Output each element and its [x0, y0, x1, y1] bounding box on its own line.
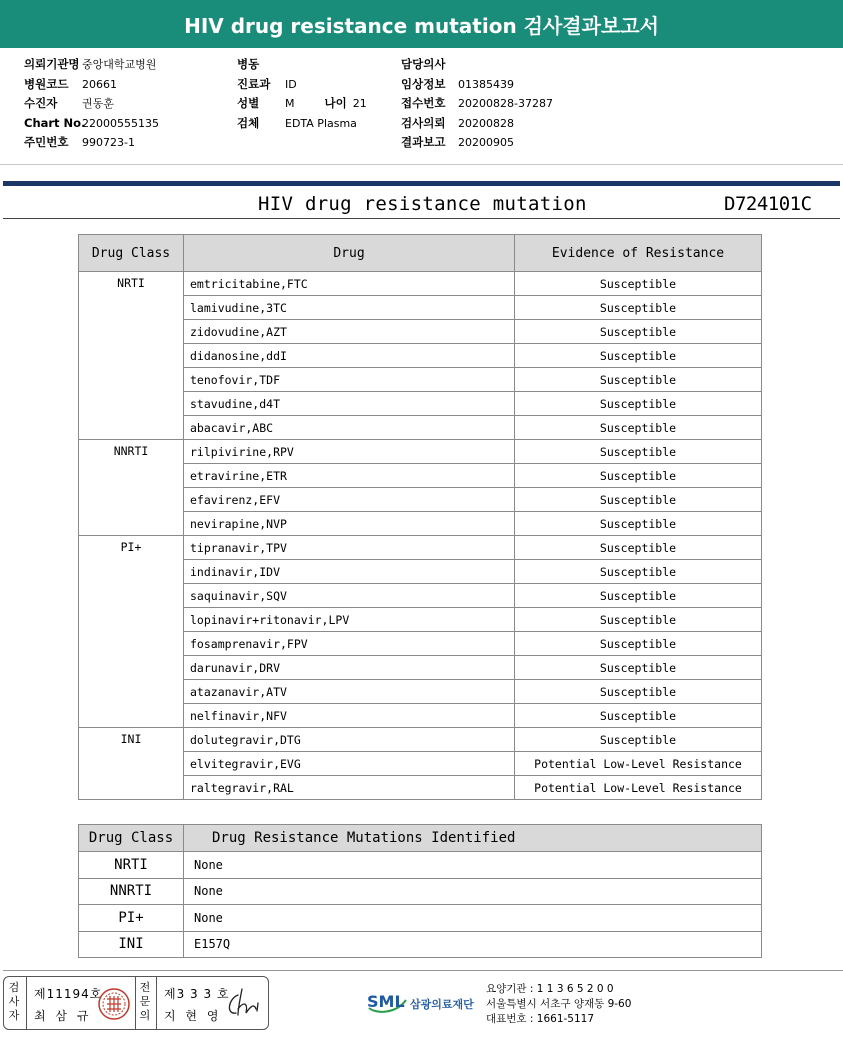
drug-cell: zidovudine,AZT — [184, 320, 515, 344]
info-row — [24, 133, 159, 153]
info-value: 20661 — [82, 77, 117, 91]
org-info-line: 대표번호 : 1661-5117 — [486, 1013, 595, 1025]
table-row — [79, 272, 762, 296]
section-divider — [3, 181, 840, 186]
table-row — [79, 905, 762, 932]
table-row — [79, 728, 762, 752]
info-value: 22000555135 — [82, 116, 159, 130]
evidence-cell: Susceptible — [515, 608, 762, 632]
info-label: 임상정보 — [401, 76, 446, 91]
evidence-cell: Susceptible — [515, 392, 762, 416]
drug-cell: fosamprenavir,FPV — [184, 632, 515, 656]
drug-cell: didanosine,ddI — [184, 344, 515, 368]
inspector-name: 최 삼 규 — [34, 1009, 92, 1023]
drug-cell: stavudine,d4T — [184, 392, 515, 416]
info-value: 권동훈 — [82, 97, 114, 110]
drug-cell: indinavir,IDV — [184, 560, 515, 584]
evidence-cell: Susceptible — [515, 560, 762, 584]
organization-info — [486, 982, 631, 1027]
mutation-table-body — [79, 852, 762, 958]
specialist-license: 제3 3 3 호 — [164, 987, 230, 1001]
evidence-cell: Potential Low-Level Resistance — [515, 776, 762, 800]
mutation-cell: None — [184, 878, 762, 905]
drug-class-cell: NNRTI — [79, 440, 184, 536]
table-row — [79, 931, 762, 958]
seal-stamp-icon — [97, 987, 131, 1021]
drug-class-cell: PI+ — [79, 536, 184, 728]
drug-cell: elvitegravir,EVG — [184, 752, 515, 776]
info-label: 수진자 — [24, 96, 58, 110]
col-header-evidence: Evidence of Resistance — [515, 235, 762, 272]
drug-cell: saquinavir,SQV — [184, 584, 515, 608]
drug-class-cell: INI — [79, 931, 184, 958]
info-label: 접수번호 — [401, 96, 446, 110]
signature-icon — [224, 985, 266, 1021]
ward-label: 병동 — [237, 57, 260, 71]
age-value: 21 — [352, 97, 367, 110]
info-row — [24, 55, 159, 75]
info-row — [24, 114, 159, 134]
mutation-cell: None — [184, 905, 762, 932]
drug-cell: tipranavir,TPV — [184, 536, 515, 560]
logo-text: SML — [367, 992, 405, 1011]
info-row — [401, 94, 553, 114]
col-header-drug: Drug — [184, 235, 515, 272]
dept-value: ID — [285, 77, 297, 91]
info-column-3 — [401, 55, 553, 153]
org-info-line: 서울특별시 서초구 양재동 9-60 — [486, 998, 632, 1010]
inspector-license: 제11194호 — [34, 987, 103, 1001]
mutation-cell: None — [184, 852, 762, 879]
evidence-cell: Potential Low-Level Resistance — [515, 752, 762, 776]
info-label: 의뢰기관명 — [24, 57, 80, 71]
dept-label: 진료과 — [237, 76, 271, 91]
resistance-table — [78, 234, 762, 800]
evidence-cell: Susceptible — [515, 368, 762, 392]
drug-cell: nelfinavir,NFV — [184, 704, 515, 728]
drug-cell: lopinavir+ritonavir,LPV — [184, 608, 515, 632]
evidence-cell: Susceptible — [515, 704, 762, 728]
evidence-cell: Susceptible — [515, 272, 762, 296]
info-row — [24, 94, 159, 114]
drug-class-cell: INI — [79, 728, 184, 800]
drug-cell: emtricitabine,FTC — [184, 272, 515, 296]
sex-label: 성별 — [237, 96, 260, 110]
evidence-cell: Susceptible — [515, 344, 762, 368]
signature-box — [3, 976, 269, 1030]
mutation-table — [78, 824, 762, 958]
info-value: 20200828-37287 — [458, 97, 553, 110]
drug-cell: rilpivirine,RPV — [184, 440, 515, 464]
info-column-1 — [24, 55, 159, 153]
info-value: 20200905 — [458, 136, 514, 149]
specialist-name: 지 현 영 — [164, 1009, 222, 1023]
organization-name: 삼광의료재단 — [410, 998, 474, 1011]
org-info-line: 요양기관 : 1 1 3 6 5 2 0 0 — [486, 983, 614, 995]
evidence-cell: Susceptible — [515, 296, 762, 320]
report-title: HIV drug resistance mutation 검사결과보고서 — [0, 0, 843, 48]
evidence-cell: Susceptible — [515, 536, 762, 560]
info-label: 주민번호 — [24, 135, 69, 149]
drug-cell: tenofovir,TDF — [184, 368, 515, 392]
patient-info — [0, 55, 843, 155]
divider — [26, 977, 27, 1029]
specimen-label: 검체 — [237, 115, 260, 130]
evidence-cell: Susceptible — [515, 728, 762, 752]
evidence-cell: Susceptible — [515, 512, 762, 536]
drug-class-cell: NNRTI — [79, 878, 184, 905]
resistance-table-body — [79, 272, 762, 800]
sml-logo-icon — [366, 988, 408, 1016]
drug-cell: abacavir,ABC — [184, 416, 515, 440]
divider — [156, 977, 157, 1029]
drug-cell: lamivudine,3TC — [184, 296, 515, 320]
info-label: 검사의뢰 — [401, 115, 446, 130]
evidence-cell: Susceptible — [515, 320, 762, 344]
col-header-mutations: Drug Resistance Mutations Identified — [184, 825, 762, 852]
info-row — [401, 55, 553, 75]
info-label: 병원코드 — [24, 76, 69, 91]
specimen-value: EDTA Plasma — [285, 116, 357, 130]
col-header-drug-class: Drug Class — [79, 235, 184, 272]
info-row — [24, 75, 159, 95]
table-row — [79, 852, 762, 879]
drug-cell: darunavir,DRV — [184, 656, 515, 680]
table-row — [79, 536, 762, 560]
info-column-2 — [237, 55, 367, 133]
evidence-cell: Susceptible — [515, 464, 762, 488]
info-label: 결과보고 — [401, 135, 446, 149]
drug-cell: raltegravir,RAL — [184, 776, 515, 800]
drug-cell: etravirine,ETR — [184, 464, 515, 488]
evidence-cell: Susceptible — [515, 440, 762, 464]
drug-class-cell: PI+ — [79, 905, 184, 932]
info-value: 20200828 — [458, 116, 514, 130]
drug-class-cell: NRTI — [79, 272, 184, 440]
info-value: 01385439 — [458, 77, 514, 91]
info-row — [401, 75, 553, 95]
evidence-cell: Susceptible — [515, 656, 762, 680]
specialist-label: 전문의 — [139, 981, 151, 1022]
footer-divider — [3, 970, 843, 971]
sex-value: M — [285, 97, 295, 110]
info-value: 990723-1 — [82, 136, 135, 149]
evidence-cell: Susceptible — [515, 488, 762, 512]
table-row — [79, 440, 762, 464]
info-row — [401, 133, 553, 153]
evidence-cell: Susceptible — [515, 680, 762, 704]
evidence-cell: Susceptible — [515, 584, 762, 608]
drug-cell: atazanavir,ATV — [184, 680, 515, 704]
evidence-cell: Susceptible — [515, 632, 762, 656]
divider — [0, 164, 843, 165]
info-label: 담당의사 — [401, 57, 446, 71]
drug-cell: dolutegravir,DTG — [184, 728, 515, 752]
table-row — [79, 878, 762, 905]
drug-cell: efavirenz,EFV — [184, 488, 515, 512]
section-underline — [3, 218, 840, 219]
info-value: 중앙대학교병원 — [82, 58, 157, 71]
drug-cell: nevirapine,NVP — [184, 512, 515, 536]
age-label: 나이 — [324, 96, 347, 110]
col-header-drug-class: Drug Class — [79, 825, 184, 852]
inspector-label: 검사자 — [8, 981, 20, 1022]
info-row — [401, 114, 553, 134]
evidence-cell: Susceptible — [515, 416, 762, 440]
info-label: Chart No. — [24, 115, 86, 130]
drug-class-cell: NRTI — [79, 852, 184, 879]
divider — [135, 977, 136, 1029]
mutation-cell: E157Q — [184, 931, 762, 958]
section-title: HIV drug resistance mutation — [258, 193, 587, 215]
test-code: D724101C — [724, 193, 812, 215]
